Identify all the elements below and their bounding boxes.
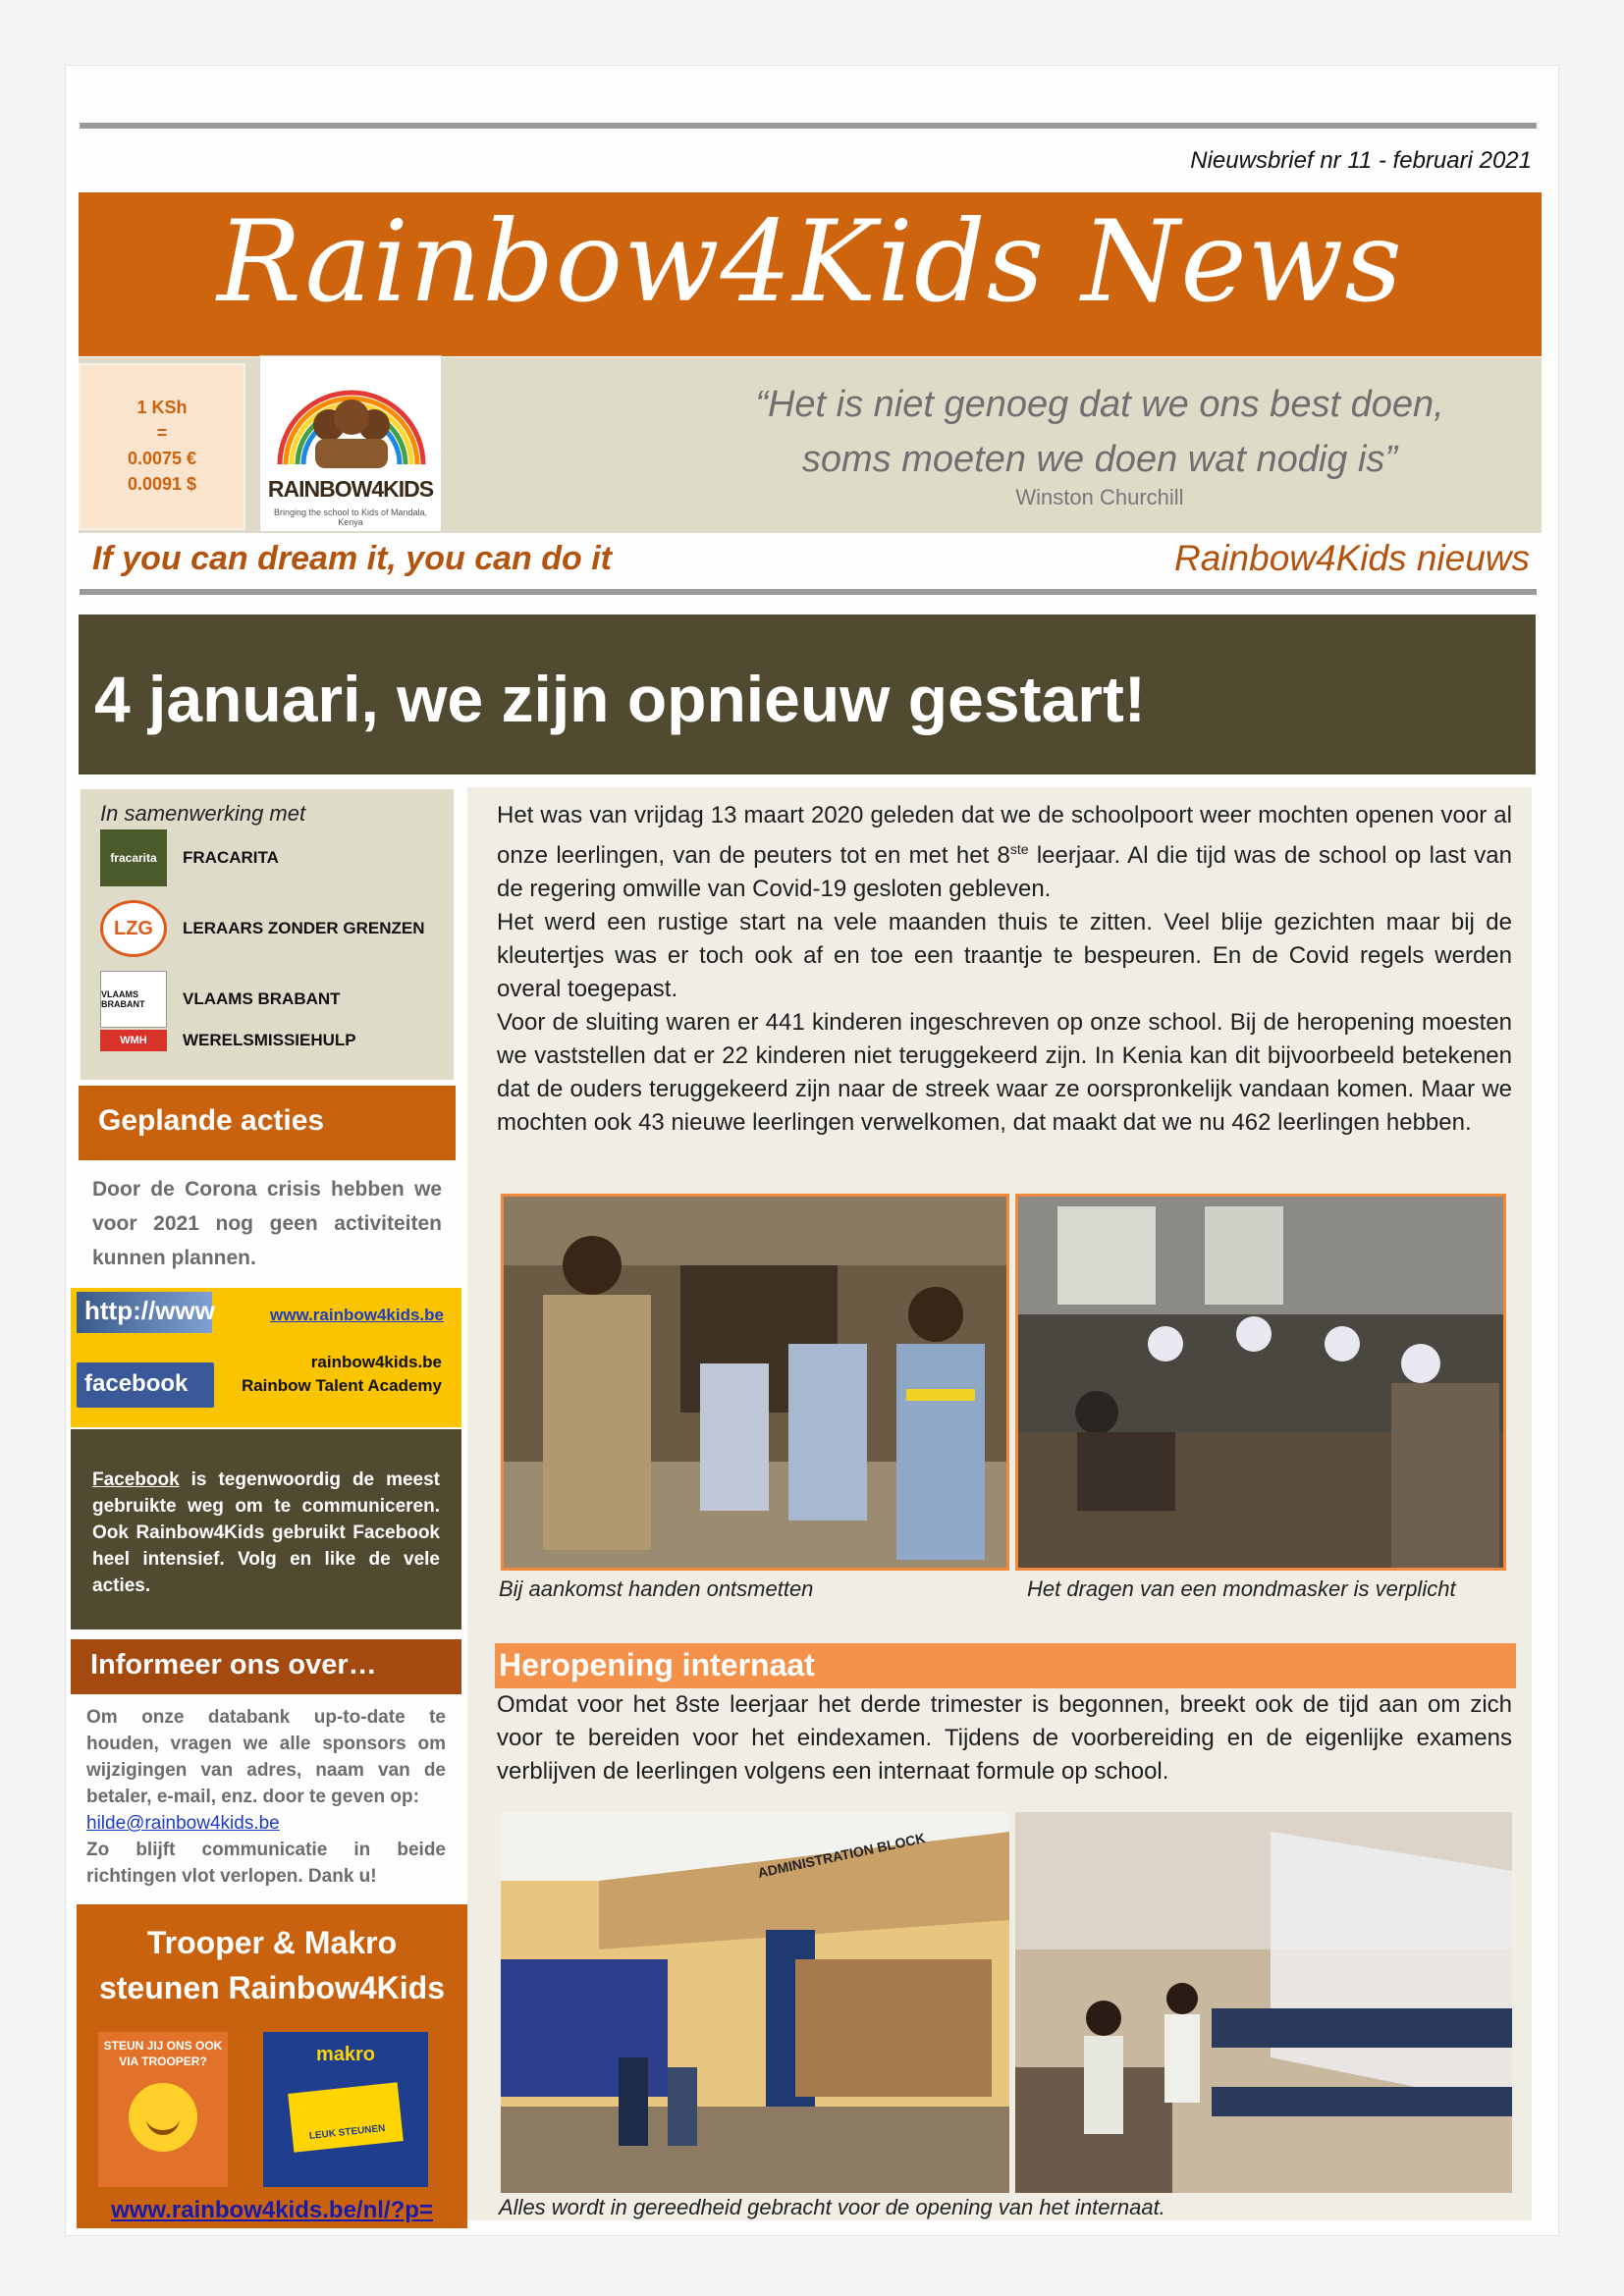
facebook-page-1[interactable]: rainbow4kids.be <box>310 1353 442 1371</box>
facebook-note-text: is tegenwoordig de meest gebruikte weg om te communiceren. Ook Rainbow4Kids gebruikt Facebook heel intensief. Volg en like de vele acties. <box>92 1469 440 1596</box>
inform-paragraph: Om onze databank up-to-date te houden, vragen we alle sponsors om wijzigingen van adres, naam van de betaler, e-mail, enz. door te geven op: <box>86 1707 446 1807</box>
boarding-text: Omdat voor het 8ste leerjaar het derde trimester is begonnen, breekt ook de tijd aan om zich voor te bereiden voor het eindexamen. Tijdens de voorbereiding en de eigenlijke examens verblijven de leerlingen volgens een internaat formule op school. <box>497 1691 1512 1785</box>
article-paragraph-3: Voor de sluiting waren er 441 kinderen ingeschreven op onze school. Bij de heropening moesten we vaststellen dat er 22 kinderen niet teruggekeerd zijn. In Kenia kan dit bijvoorbeeld betekenen dat de ouders teruggekeerd zijn naar de streek waar ze oorspronkelijk vandaan komen. Maar we mochten ook 43 nieuwe leerlingen verwelkomen, dat maakt dat we nu 462 leerlingen hebben. <box>497 1009 1512 1136</box>
partner-name: WERELSMISSIEHULP <box>183 1031 356 1049</box>
paragraph-1-part-a: Het was van vrijdag 13 maart 2020 geleden dat we de schoolpoort weer mochten openen voor al onze leerlingen, van de peuters tot en met het 8 <box>497 802 1512 869</box>
trooper-banner[interactable] <box>98 2032 228 2187</box>
website-link[interactable]: www.rainbow4kids.be <box>270 1306 444 1324</box>
ordinal-suffix: ste <box>1009 841 1029 857</box>
article-body <box>497 799 1512 1140</box>
photo-administration-block <box>501 1812 1009 2193</box>
photo-2-image <box>1018 1197 1506 1571</box>
partners-box <box>79 787 456 1082</box>
sponsor-title <box>77 1920 467 2010</box>
exchange-line-4: 0.0091 $ <box>127 474 197 494</box>
makro-banner[interactable] <box>263 2032 428 2187</box>
makro-card: LEUK STEUNEN <box>288 2082 404 2152</box>
sponsor-title-line-2: steunen Rainbow4Kids <box>98 1970 446 2005</box>
exchange-line-2: = <box>156 423 168 443</box>
article-paragraph-2: Het werd een rustige start na vele maanden thuis te zitten. Veel blije gezichten maar bij de kleutertjes was er toch ook af en toe een traantje te bespeuren. En de Covid regels werden overal toegepast. <box>497 909 1512 1002</box>
email-link[interactable]: hilde@rainbow4kids.be <box>86 1813 280 1834</box>
trooper-text: STEUN JIJ ONS OOK VIA TROOPER? <box>103 2039 223 2068</box>
headline: 4 januari, we zijn opnieuw gestart! <box>94 663 1146 735</box>
sponsor-title-line-1: Trooper & Makro <box>146 1925 398 1960</box>
photo-4-image <box>1015 1812 1512 2193</box>
article-paragraph-1 <box>497 799 1512 906</box>
exchange-line-1: 1 KSh <box>136 398 188 417</box>
planned-actions-heading: Geplande acties <box>79 1086 456 1160</box>
facebook-icon: facebook <box>77 1362 214 1408</box>
top-rule <box>80 123 1537 129</box>
site-label: Rainbow4Kids nieuws <box>1174 538 1530 578</box>
exchange-rate-box <box>79 363 245 530</box>
caption-2: Het dragen van een mondmasker is verplicht <box>1027 1576 1456 1601</box>
masthead <box>79 192 1542 356</box>
headline-banner <box>79 614 1536 774</box>
partner-name: LERAARS ZONDER GRENZEN <box>183 919 425 937</box>
inform-text <box>71 1704 461 1890</box>
motto: If you can dream it, you can do it <box>92 540 612 577</box>
lzg-logo: LZG <box>100 900 167 957</box>
rainbow4kids-logo <box>259 355 442 532</box>
sponsor-box <box>77 1904 467 2228</box>
partner-name: VLAAMS BRABANT <box>183 989 341 1008</box>
quote <box>687 377 1512 487</box>
photo-hand-sanitizing <box>501 1194 1009 1571</box>
exchange-line-3: 0.0075 € <box>127 449 197 468</box>
partner-lzg <box>100 899 425 958</box>
quote-author: Winston Churchill <box>1015 485 1184 509</box>
planned-actions-text: Door de Corona crisis hebben we voor 2021 nog geen activiteiten kunnen plannen. <box>92 1178 442 1269</box>
mid-rule <box>80 589 1537 595</box>
links-box <box>71 1288 461 1427</box>
logo-tagline: Bringing the school to Kids of Mandala, Kenya <box>273 507 428 527</box>
makro-logo: makro <box>315 2044 376 2065</box>
caption-1: Bij aankomst handen ontsmetten <box>499 1576 814 1601</box>
web-icon: http://www <box>77 1292 212 1333</box>
inform-paragraph-2: Zo blijft communicatie in beide richtingen vlot verlopen. Dank u! <box>86 1840 446 1887</box>
smiley-icon <box>129 2083 197 2152</box>
paragraph-1-part-b: leerjaar. Al die tijd was de school op last van de regering omwille van Covid-19 gesloten gebleven. <box>497 842 1512 902</box>
masthead-title: Rainbow4Kids News <box>217 196 1403 327</box>
partner-vlaams-brabant <box>100 970 341 1029</box>
fracarita-logo: fracarita <box>100 829 167 886</box>
boarding-heading: Heropening internaat <box>495 1643 1516 1688</box>
photo-1-image <box>504 1197 1009 1571</box>
vlaams-brabant-logo: VLAAMS BRABANT <box>100 971 167 1028</box>
photo-classroom-masks <box>1015 1194 1506 1571</box>
caption-3: Alles wordt in gereedheid gebracht voor de opening van het internaat. <box>499 2195 1165 2219</box>
facebook-link[interactable]: Facebook <box>92 1469 180 1490</box>
inform-heading: Informeer ons over… <box>71 1639 461 1694</box>
facebook-page-2[interactable]: Rainbow Talent Academy <box>241 1376 442 1395</box>
partners-title: In samenwerking met <box>100 801 306 826</box>
quote-line-2: soms moeten we doen wat nodig is” <box>801 439 1398 480</box>
wmh-logo: WMH <box>100 1030 167 1051</box>
partner-fracarita <box>100 828 279 887</box>
issue-number: Nieuwsbrief nr 11 - februari 2021 <box>1190 147 1532 174</box>
photo-dormitory <box>1015 1812 1512 2193</box>
rainbow-icon <box>260 356 443 474</box>
facebook-note <box>71 1429 461 1629</box>
photo-3-image <box>501 1812 1009 2193</box>
building-sign: ADMINISTRATION BLOCK <box>756 1830 927 1881</box>
partner-wmh <box>100 1021 356 1060</box>
sponsor-link[interactable]: www.rainbow4kids.be/nl/?p= <box>111 2197 433 2223</box>
partner-name: FRACARITA <box>183 848 279 867</box>
logo-name: RAINBOW4KIDS <box>267 476 434 502</box>
quote-line-1: “Het is niet genoeg dat we ons best doen, <box>755 384 1444 425</box>
